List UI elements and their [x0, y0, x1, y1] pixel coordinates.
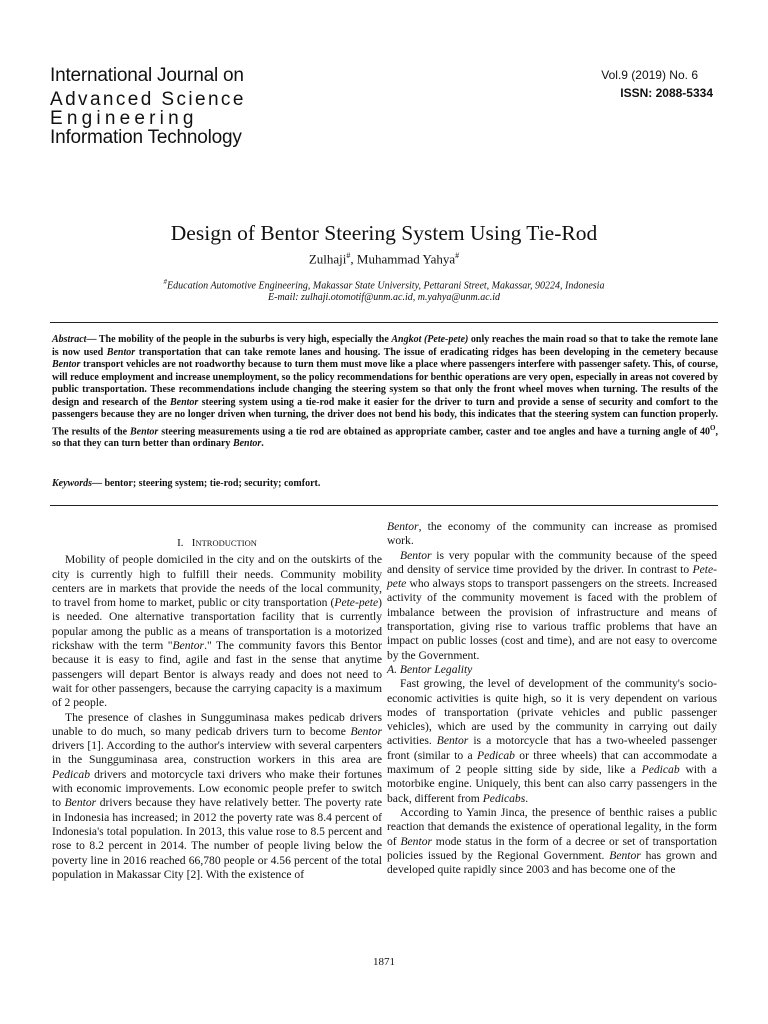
abstract-text: , so that they can turn better than ordinary [52, 425, 718, 450]
abstract [52, 334, 718, 451]
paragraph-text: mode status in the form of a decree or set of transportation policies issued by the Regional Government. [387, 834, 717, 862]
abstract-emph: Bentor [129, 425, 159, 437]
intro-paragraph-2-cont [387, 520, 717, 549]
emph-text: Bentor [400, 548, 432, 562]
affiliation-text: Education Automotive Engineering, Makassar State University, Pettarani Street, Makassar, 90224, Indonesia [167, 280, 605, 292]
emph-text: Bentor [172, 639, 205, 653]
abstract-emph: Bentor [106, 346, 136, 358]
paper-title: Design of Bentor Steering System Using Tie-Rod [170, 221, 598, 245]
author-separator: , [350, 251, 357, 267]
emph-text: Pedicabs [482, 791, 526, 805]
paragraph-text: , the economy of the community can increase as promised work. [387, 520, 717, 548]
affiliation [0, 276, 768, 292]
email-line: E-mail: zulhaji.otomotif@unm.ac.id, m.yahya@unm.ac.id [268, 292, 500, 304]
paragraph-text: is a motorcycle that has a two-wheeled passenger front (similar to a [387, 734, 717, 762]
paragraph-text: . [525, 791, 529, 805]
degree-mark: O [710, 423, 716, 432]
intro-paragraph-2 [52, 711, 382, 883]
abstract-text: only reaches the main road so that to take the remote lane is now used [52, 334, 718, 358]
emph-text: Bentor [609, 848, 641, 862]
legality-paragraph-2 [387, 806, 717, 877]
page-number: 1871 [373, 956, 395, 968]
author-2-mark: # [455, 251, 460, 260]
paragraph-text: who always stops to transport passengers on the streets. Increased activity of the community movement is faced with the problem of imbalance between the provision of infrastructure and means of transportation, giving rise to various traffic problems that have an impact on public losses (cost and time), and are not easy to overcome by the Government. [387, 577, 717, 662]
emph-text: Pedicab [476, 748, 515, 762]
intro-paragraph-1 [52, 553, 382, 710]
paragraph-text: has grown and developed quite rapidly since 2003 and has become one of the [387, 848, 717, 877]
volume-info: Vol.9 (2019) No. 6 [601, 68, 698, 82]
affiliation-mark: # [163, 278, 168, 286]
section-title-rest: NTRODUCTION [195, 538, 257, 548]
emph-text: Pete-pete [387, 562, 717, 591]
paragraph-text: drivers and motorcycle taxi drivers who make their fortunes with economic improvements. Low economic people prefer to switch to [52, 767, 382, 810]
emph-text: Bentor [387, 520, 419, 533]
emph-text: Bentor [64, 796, 97, 810]
author-2: Muhammad Yahya [356, 251, 456, 267]
legality-paragraph-1 [387, 677, 717, 806]
emph-text: Pedicab [52, 767, 90, 781]
keywords [52, 478, 718, 489]
intro-paragraph-3 [387, 549, 717, 663]
abstract-emph: Bentor [232, 438, 262, 450]
section-number: I. [177, 537, 184, 549]
authors [0, 251, 768, 267]
abstract-text: transportation that can take remote lanes and housing. The issue of eradicating ridges has been developing in the cemetery because [135, 346, 718, 358]
keywords-dash: — [92, 478, 105, 489]
emph-text: Bentor [436, 734, 469, 748]
emph-text: Pete-pete [334, 596, 379, 610]
paragraph-text: ) is needed. One alternative transportation facility that is currently popular among the public as a means of transportation is a motorized rickshaw with the term " [52, 596, 382, 653]
paragraph-text: drivers because they have relatively better. The poverty rate in Indonesia has increased; in 2012 the poverty rate was 8.4 percent of Indonesia's total population. In 2013, this value rose to 8.5 percent and rose to 8.2 percent in 2014. The number of people living below the poverty line in 2016 reached 66,780 people or 4.56 percent of the total population in Makassar City [2]. With the existence of [52, 796, 382, 881]
journal-title-line1: International Journal on [50, 65, 244, 86]
affiliation-block [0, 276, 768, 304]
top-rule [50, 322, 718, 323]
section-title-initial: I [191, 537, 196, 549]
paragraph-text: ." The community favors this Bentor because it is easy to find, agile and fast in the sense that anytime passengers will depart Bentor is always ready and does not need to wait for other passengers, because the carrying capacity is a maximum of 2 people. [52, 639, 382, 710]
issn-info: ISSN: 2088-5334 [620, 86, 713, 100]
abstract-text: transport vehicles are not roadworthy because to turn them must move like a place where passengers interfere with passenger safety. This, of course, will reduce employment and increase unemployment, so the policy recommendations for benthic operations are very open, especially in areas not covered by public transportation. These recommendations include changing the steering system so that only the front wheel moves when turning. The results of the design and research of the [52, 359, 718, 408]
journal-title-line4: Information Technology [50, 127, 242, 148]
section-heading-introduction [52, 536, 382, 550]
paragraph-text: Mobility of people domiciled in the city and on the outskirts of the city is currently high to fulfill their needs. Community mobility centers are in markets that provide the needs of the local community, to travel from home to market, public or city transportation ( [52, 553, 382, 610]
author-1: Zulhaji [308, 251, 347, 267]
emph-text: Pedicab [641, 763, 680, 777]
keywords-label: Keywords [52, 478, 92, 489]
paragraph-text: The presence of clashes in Sungguminasa makes pedicab drivers unable to do much, so many pedicab drivers turn to become [52, 710, 382, 738]
emph-text: Bentor [400, 834, 433, 848]
paragraph-text: According to Yamin Jinca, the presence of benthic raises a public reaction that demands the existence of operational legality, in the form of [387, 805, 717, 848]
paragraph-text: drivers [1]. According to the author's interview with several carpenters in the Sungguminasa area, construction workers in this area are [52, 739, 382, 767]
bottom-rule [50, 505, 718, 506]
paragraph-text: or three wheels) that can accommodate a maximum of 2 people sitting side by side, like a [387, 748, 717, 777]
abstract-text: steering system using a tie-rod make it easier for the driver to turn and provide a sense of security and comfort to the passengers because they are no longer driven when turning, the driver does not bend his body, this indicates that the steering system can function properly. The results of the [52, 396, 718, 437]
author-1-mark: # [346, 251, 351, 260]
keywords-text: bentor; steering system; tie-rod; security; comfort. [104, 478, 321, 489]
emph-text: Bentor [350, 724, 382, 738]
left-column [52, 536, 382, 882]
abstract-text: The mobility of the people in the suburbs is very high, especially the [98, 334, 392, 345]
abstract-emph: Bentor [169, 396, 199, 408]
abstract-emph: Angkot (Pete-pete) [391, 334, 469, 345]
paragraph-text: is very popular with the community because of the speed and density of service time provided by the driver. In contrast to [387, 548, 717, 576]
abstract-label: Abstract [52, 334, 87, 345]
abstract-text: . [261, 438, 264, 450]
paragraph-text: Fast growing, the level of development of the community's socio-economic activities is quite high, so it is very dependent on various modes of transportation (private vehicles and public passenger vehicles), which are used by the community in carrying out daily activities. [387, 677, 717, 748]
abstract-emph: Bentor [52, 359, 81, 370]
journal-title-line3: Engineering [50, 108, 198, 129]
journal-title-line2: Advanced Science [50, 89, 246, 110]
abstract-dash: — [86, 334, 99, 345]
paragraph-text: with a motorbike engine. Uniquely, this bent can also carry passengers in the back, different from [387, 763, 717, 805]
subsection-heading-legality: A. Bentor Legality [387, 662, 473, 676]
right-column [387, 520, 717, 877]
abstract-text: steering measurements using a tie rod are obtained as appropriate camber, caster and toe angles and have a turning angle of 40 [158, 425, 711, 437]
